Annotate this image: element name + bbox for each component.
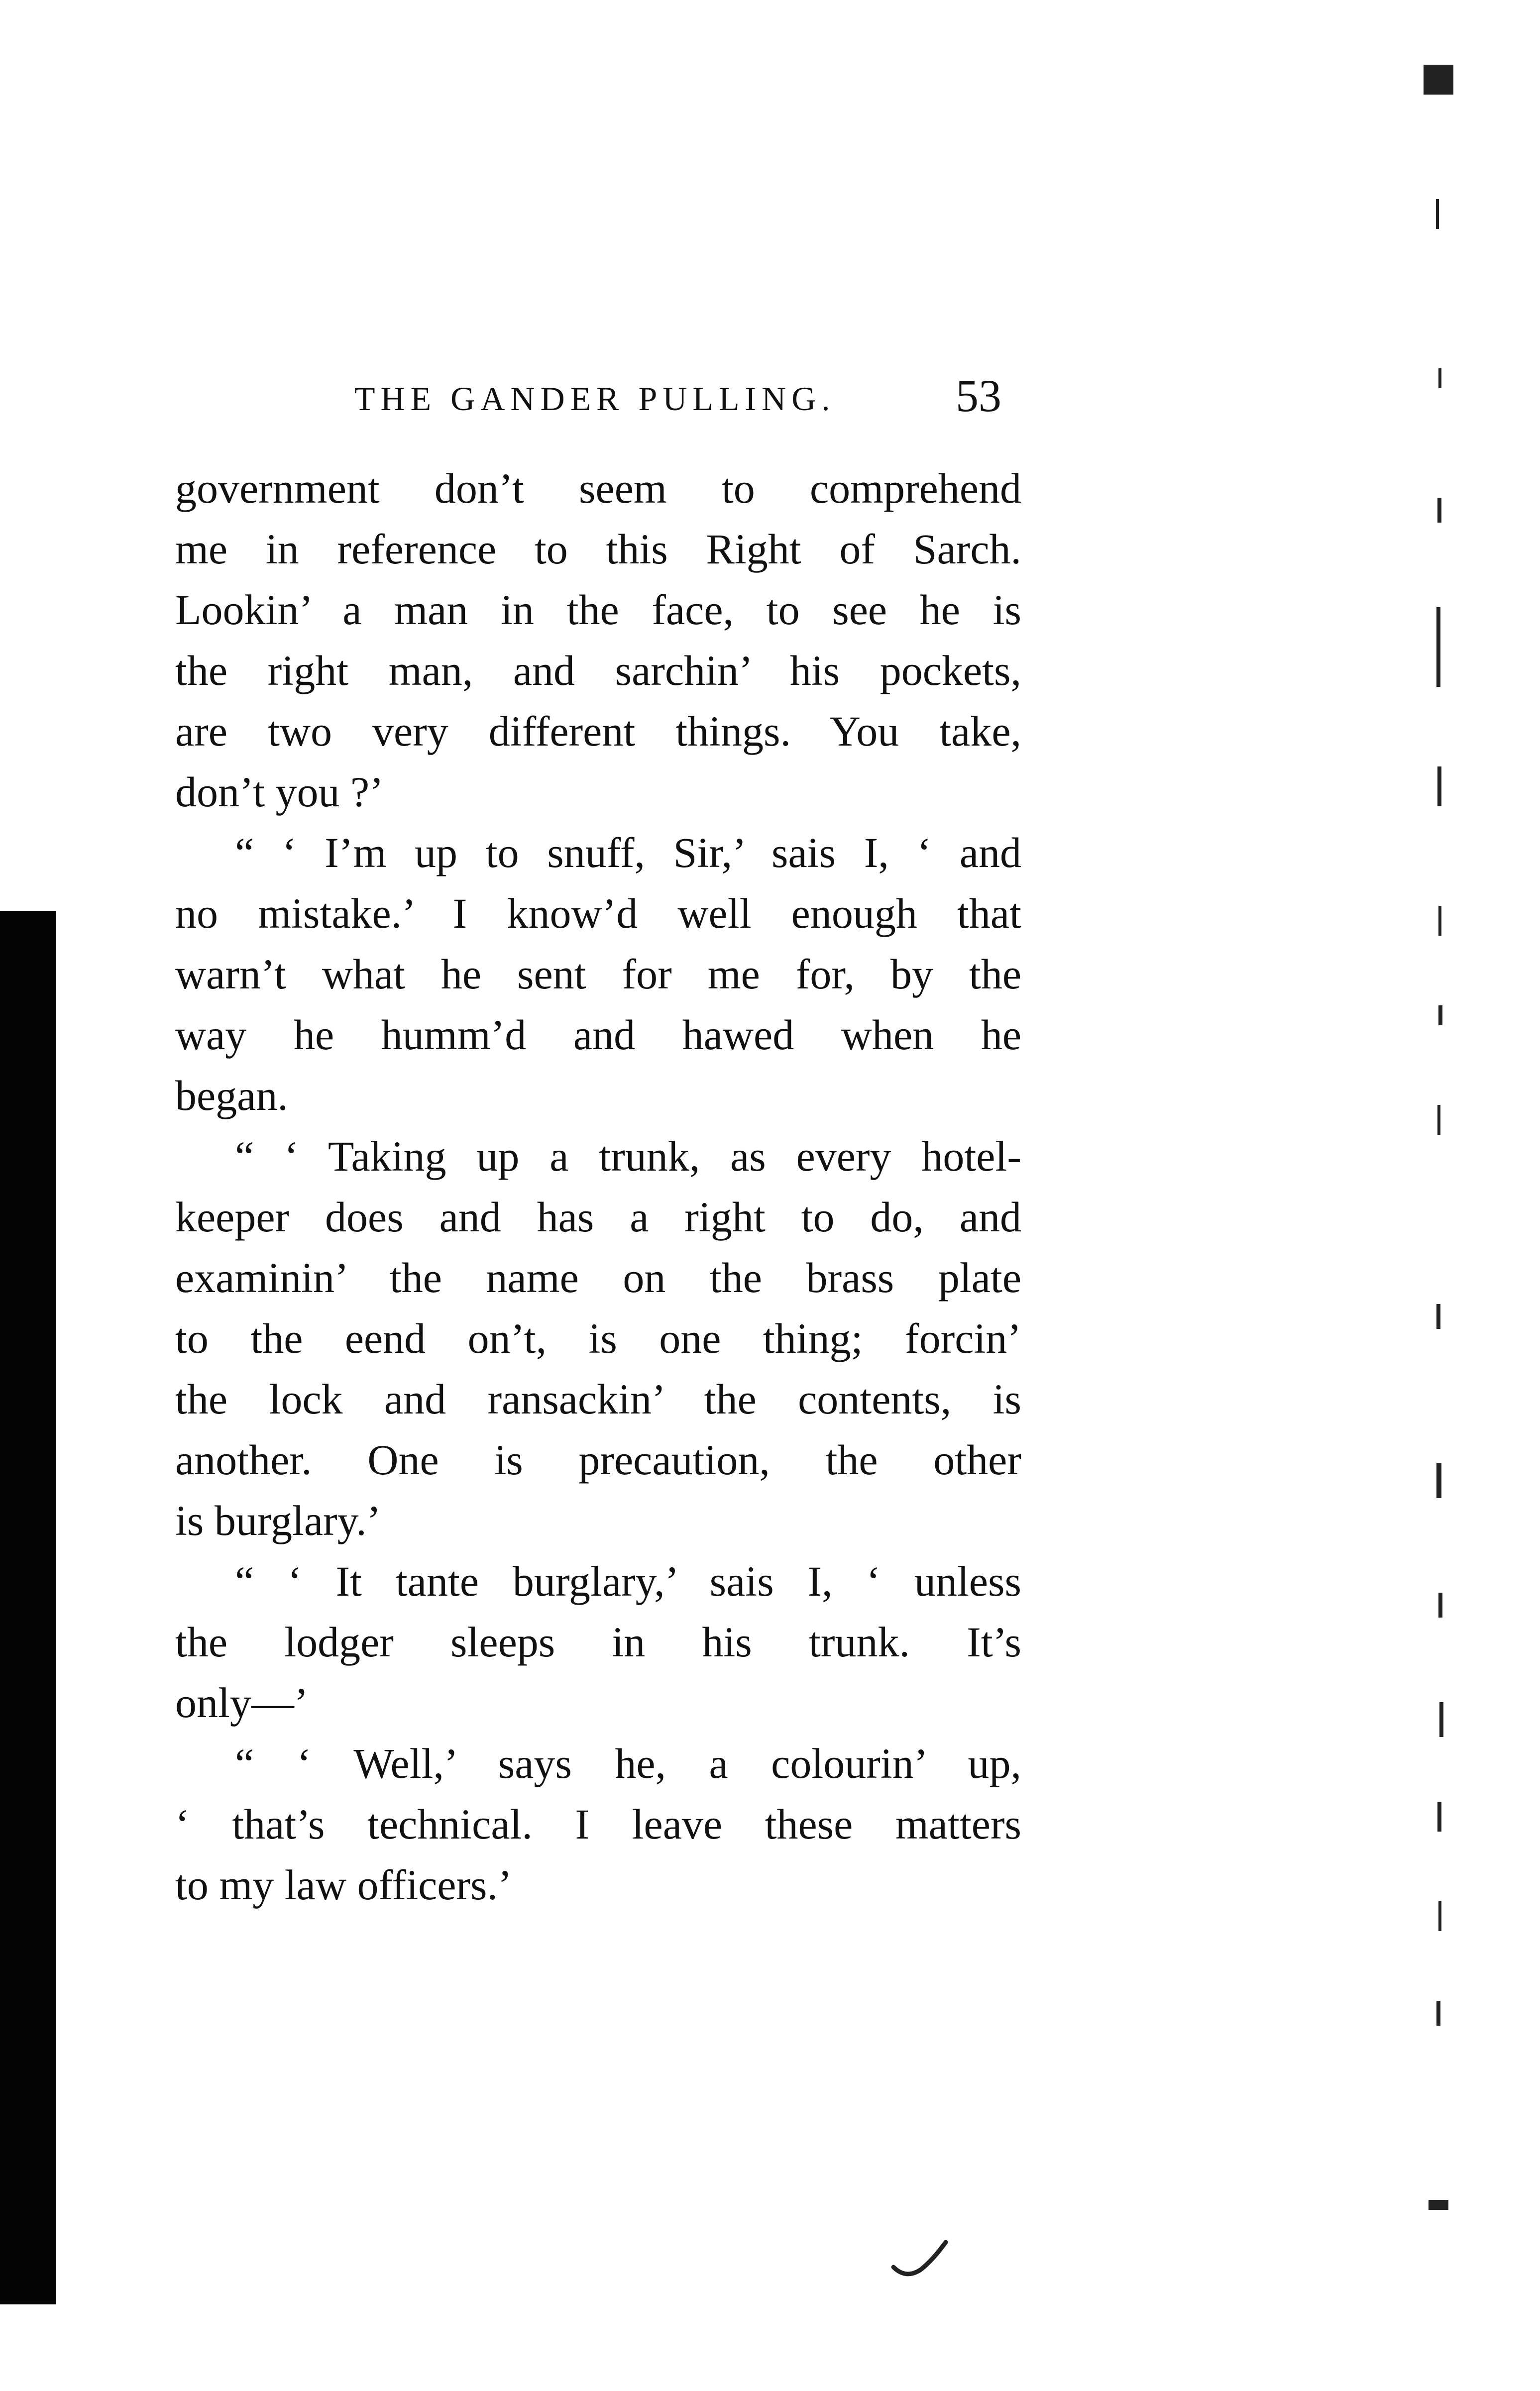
edge-tick xyxy=(1438,906,1441,936)
binding-shadow xyxy=(0,911,56,2304)
edge-tick xyxy=(1436,2001,1440,2026)
edge-tick xyxy=(1437,1802,1441,1832)
edge-blot xyxy=(1424,65,1453,95)
text-line: the lock and ransackin’ the contents, is xyxy=(175,1375,1021,1423)
page-header xyxy=(354,369,1001,419)
edge-tick xyxy=(1438,368,1441,388)
edge-tick xyxy=(1437,498,1441,523)
text-line: to the eend on’t, is one thing; forcin’ xyxy=(175,1314,1021,1362)
edge-tick xyxy=(1438,1901,1441,1931)
edge-tick xyxy=(1438,1005,1442,1025)
text-line: only—’ xyxy=(175,1679,309,1727)
text-line: are two very different things. You take, xyxy=(175,707,1021,755)
edge-tick xyxy=(1436,1304,1440,1329)
body-text xyxy=(175,458,1021,1915)
text-line: another. One is precaution, the other xyxy=(175,1436,1021,1484)
edge-blot xyxy=(1429,2200,1448,2210)
edge-tick xyxy=(1439,1702,1443,1737)
text-line: is burglary.’ xyxy=(175,1497,381,1544)
text-line: the lodger sleeps in his trunk. It’s xyxy=(175,1618,1021,1666)
running-title: THE GANDER PULLING. xyxy=(354,380,836,418)
text-line: warn’t what he sent for me for, by the xyxy=(175,950,1021,998)
page-edge-marks xyxy=(1389,60,1468,2250)
text-line: ‘ that’s technical. I leave these matters xyxy=(175,1800,1021,1848)
text-line: examinin’ the name on the brass plate xyxy=(175,1254,1021,1302)
page-number: 53 xyxy=(956,370,1001,421)
edge-tick xyxy=(1437,1105,1440,1135)
text-line: began. xyxy=(175,1072,288,1119)
pencil-mark xyxy=(891,2240,951,2284)
text-line: me in reference to this Right of Sarch. xyxy=(175,525,1021,573)
text-line: government don’t seem to comprehend xyxy=(175,464,1021,512)
text-line: no mistake.’ I know’d well enough that xyxy=(175,889,1021,937)
edge-tick xyxy=(1436,607,1440,687)
text-line: the right man, and sarchin’ his pockets, xyxy=(175,647,1021,694)
edge-tick xyxy=(1436,199,1439,229)
text-line: “ ‘ Taking up a trunk, as every hotel- xyxy=(235,1132,1021,1180)
text-line: to my law officers.’ xyxy=(175,1861,512,1909)
text-line: “ ‘ Well,’ says he, a colourin’ up, xyxy=(235,1739,1021,1787)
text-line: “ ‘ I’m up to snuff, Sir,’ sais I, ‘ and xyxy=(235,829,1021,876)
text-line: way he humm’d and hawed when he xyxy=(175,1011,1021,1059)
edge-tick xyxy=(1437,766,1441,806)
text-line: Lookin’ a man in the face, to see he is xyxy=(175,586,1021,634)
text-line: “ ‘ It tante burglary,’ sais I, ‘ unless xyxy=(235,1557,1021,1605)
edge-tick xyxy=(1438,1593,1442,1618)
text-line: keeper does and has a right to do, and xyxy=(175,1193,1021,1241)
edge-tick xyxy=(1436,1463,1441,1498)
text-line: don’t you ?’ xyxy=(175,768,384,816)
